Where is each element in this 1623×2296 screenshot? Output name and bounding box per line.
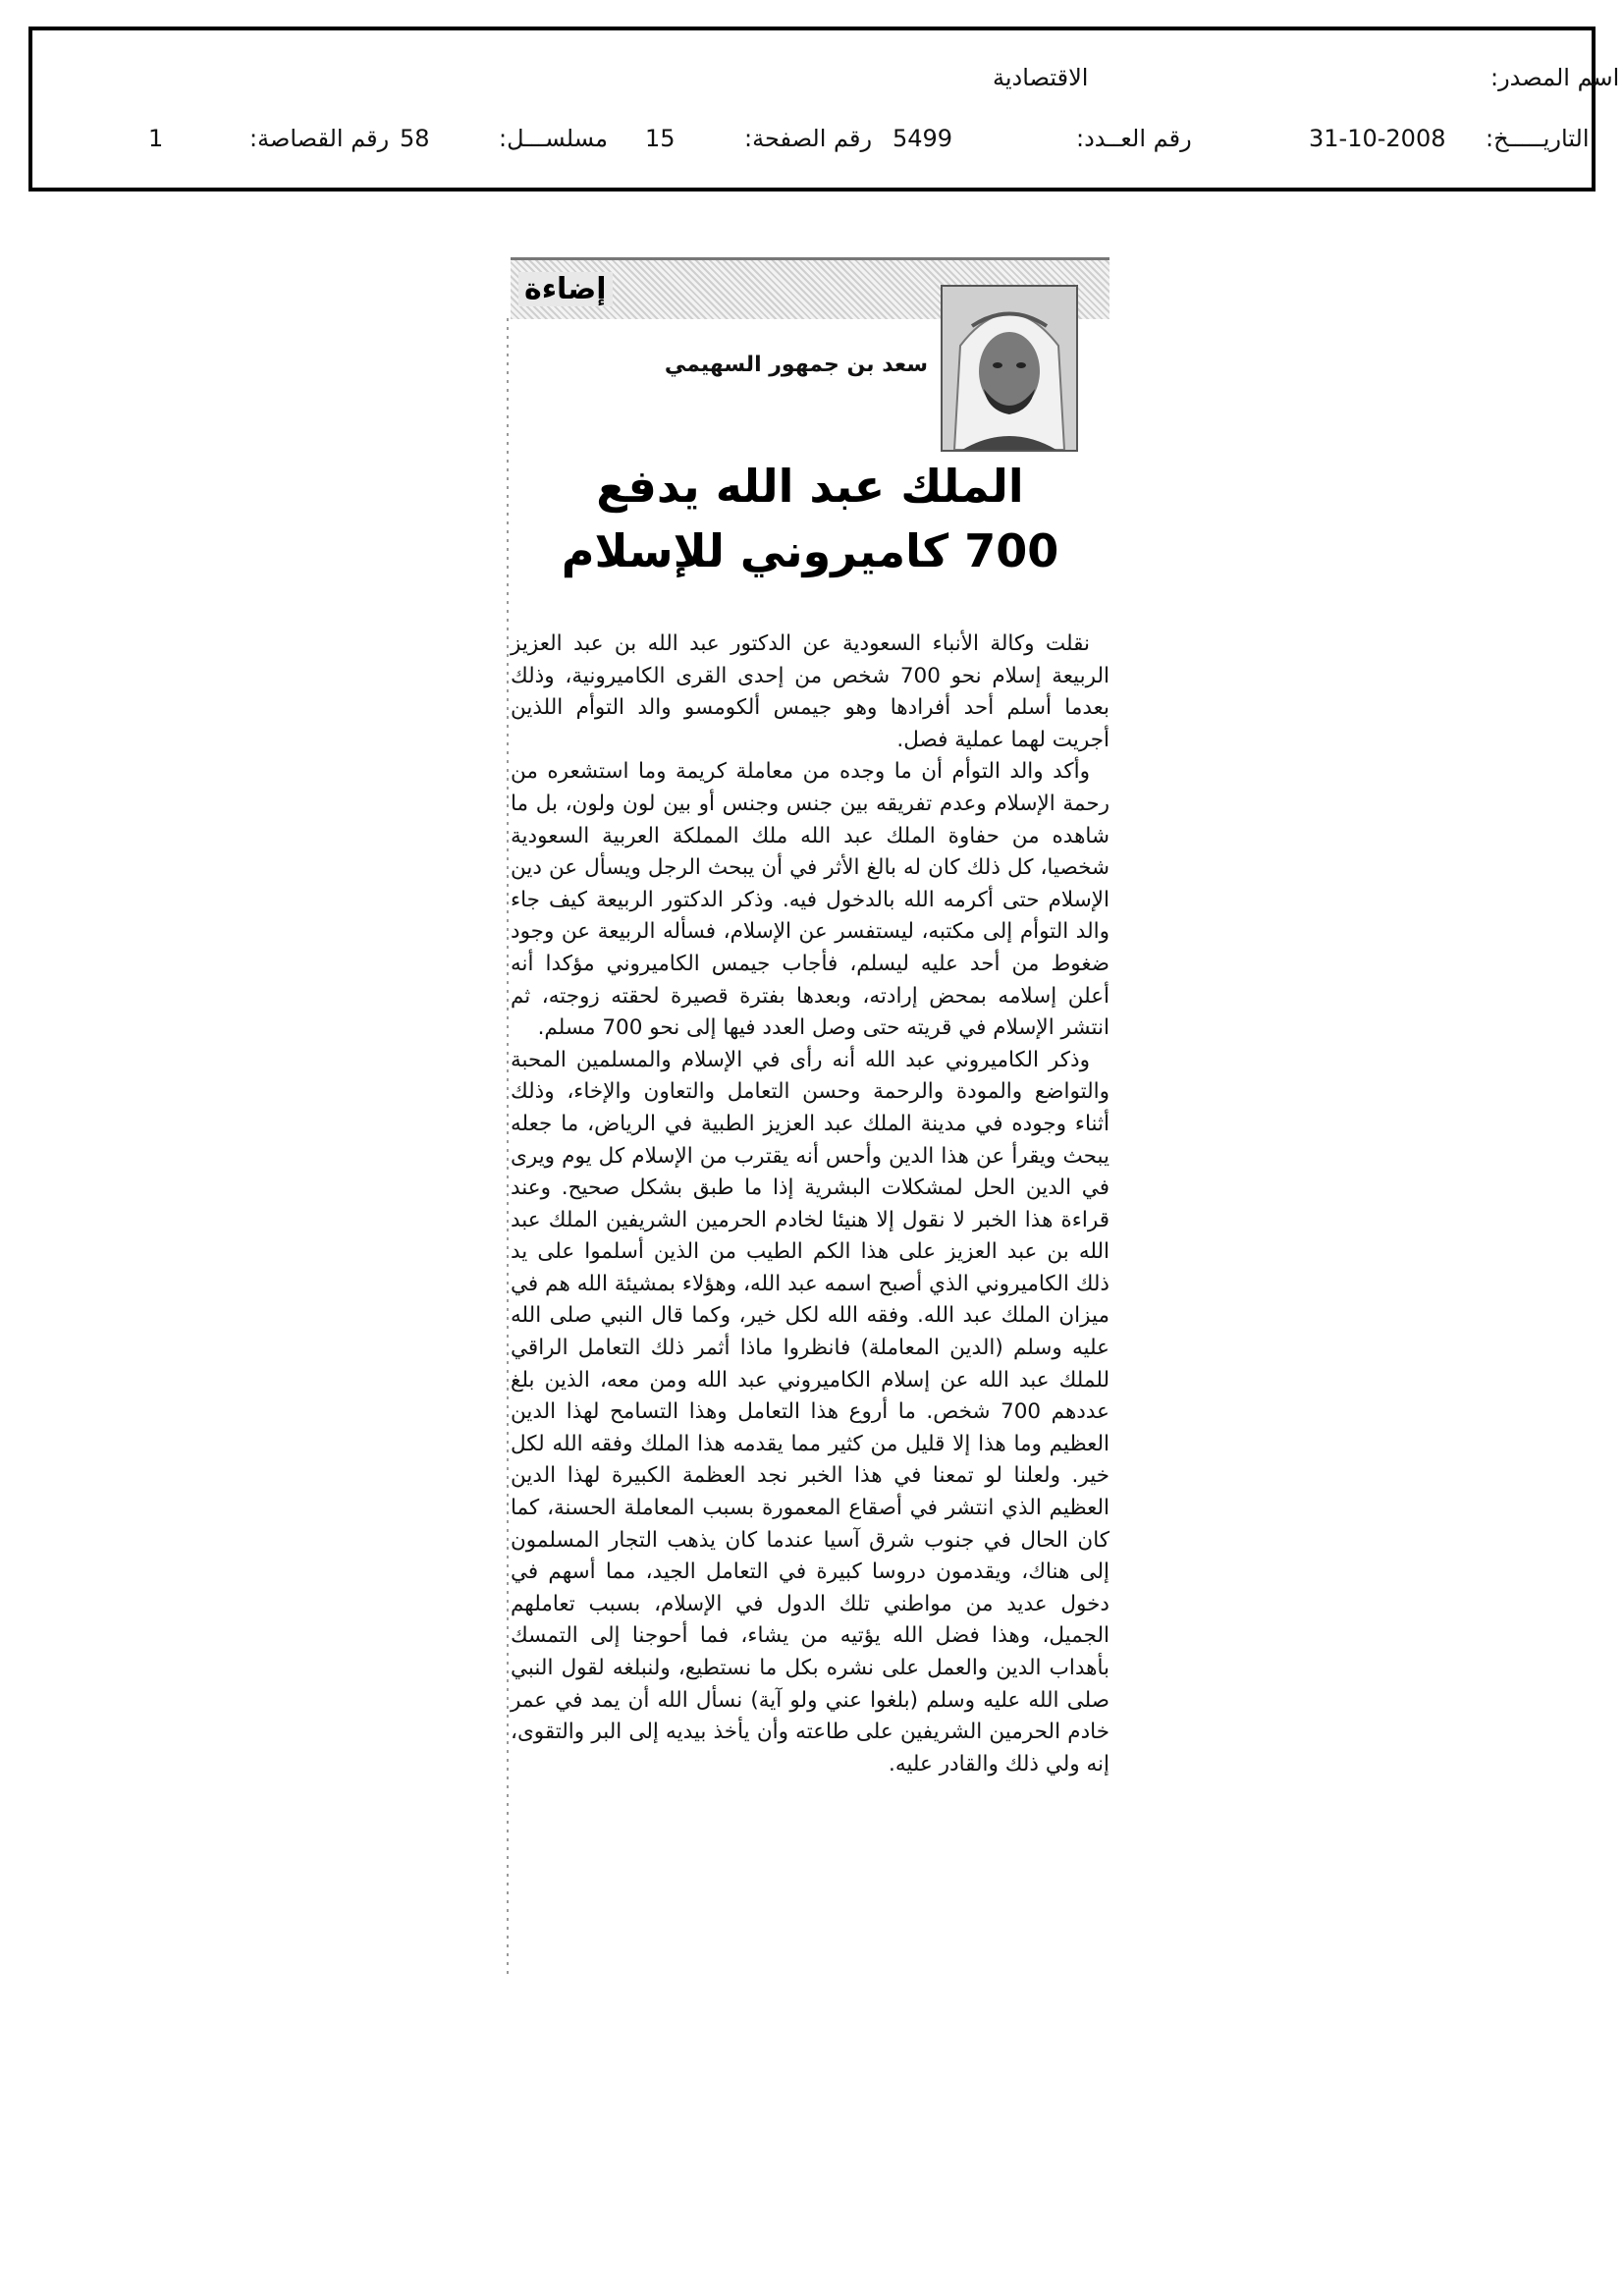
source-value: الاقتصادية [993,64,1089,91]
article-paragraph: وذكر الكاميروني عبد الله أنه رأى في الإسلام والمسلمين المحبة والتواضع والمودة والرحمة وحسن التعامل والتعاون والإخاء، وذلك أثناء وجوده في مدينة الملك عبد العزيز الطبية في الرياض، ما جعله يبحث ويقرأ عن هذا الدين وأحس أنه يقترب من الإسلام كل يوم ويرى في الدين الحل لمشكلات البشرية إذا ما طبق بشكل صحيح. وعند قراءة هذا الخبر لا نقول إلا هنيئا لخادم الحرمين الشريفين الملك عبد الله بن عبد العزيز على هذا الكم الطيب من الذين أسلموا على يد ذلك الكاميروني الذي أصبح اسمه عبد الله، وهؤلاء بمشيئة الله هم في ميزان الملك عبد الله. وفقه الله لكل خير، وكما قال النبي صلى الله عليه وسلم (الدين المعاملة) فانظروا ماذا أثمر ذلك التعامل الراقي للملك عبد الله عن إسلام الكاميروني عبد الله ومن معه، الذين بلغ عددهم 700 شخص. ما أروع هذا التعامل وهذا التسامح لهذا الدين العظيم وما هذا إلا قليل من كثير مما يقدمه هذا الملك وفقه الله لكل خير. ولعلنا لو تمعنا في هذا الخبر نجد العظمة الكبيرة لهذا الدين العظيم الذي انتشر في أصقاع المعمورة بسبب المعاملة الحسنة، كما كان الحال في جنوب شرق آسيا عندما كان يذهب التجار المسلمون إلى هناك، ويقدمون دروسا كبيرة في التعامل الجيد، مما أسهم في دخول عديد من مواطني تلك الدول في الإسلام، بسبب تعاملهم الجميل، وهذا فضل الله يؤتيه من يشاء، فما أحوجنا إلى التمسك بأهداب الدين والعمل على نشره بكل ما نستطيع، ولنبلغه لقول النبي صلى الله عليه وسلم (بلغوا عني ولو آية) نسأل الله أن يمد في عمر خادم الحرمين الشريفين على طاعته وأن يأخذ بيديه إلى البر والتقوى، إنه ولي ذلك والقادر عليه. [511,1047,1109,1777]
date-label: التاريـــــخ: [1486,125,1590,152]
article-paragraph: وأكد والد التوأم أن ما وجده من معاملة كريمة وما استشعره من رحمة الإسلام وعدم تفريقه بين جنس وجنس أو بين لون ولون، بل ما شاهده من حفاوة الملك عبد الله ملك المملكة العربية السعودية شخصيا، كل ذلك كان له بالغ الأثر في أن يبحث الرجل ويسأل عن دين الإسلام حتى أكرمه الله بالدخول فيه. وذكر الدكتور الربيعة كيف جاء والد التوأم إلى مكتبه، ليستفسر عن الإسلام، فسأله الربيعة عن وجود ضغوط من أحد عليه ليسلم، فأجاب جيمس الكاميروني مؤكدا أنه أعلن إسلامه بمحض إرادته، وبعدها بفترة قصيرة لحقته زوجته، ثم انتشر الإسلام في قريته حتى وصل العدد فيها إلى نحو 700 مسلم. [511,759,1109,1041]
page-value: 15 [645,125,676,152]
date-value: 31-10-2008 [1309,125,1446,152]
clip-number-label: رقم القصاصة: [249,125,390,152]
clipping-metadata-box [28,27,1620,191]
author-name: سعد بن جمهور السهيمي [664,353,928,377]
article-headline [511,454,1109,583]
article-paragraph: نقلت وكالة الأنباء السعودية عن الدكتور عبد الله بن عبد العزيز الربيعة إسلام نحو 700 شخص من إحدى القرى الكاميرونية، وذلك بعدما أسلم أحد أفرادها وهو جيمس ألكومسو والد التوأم اللذين أجريت لهما عملية فصل. [511,631,1109,752]
headline-line-1: الملك عبد الله يدفع [596,460,1024,513]
headline-line-2: 700 كاميروني للإسلام [561,524,1059,577]
author-portrait-image [943,287,1076,450]
article-body [511,629,1109,1780]
column-rule [507,318,509,1978]
clip-number-value: 1 [148,125,164,152]
page-label: رقم الصفحة: [744,125,873,152]
issue-value: 5499 [893,125,953,152]
author-photo [941,285,1078,452]
issue-label: رقم العــدد: [1076,125,1192,152]
source-label: اسم المصدر: [1490,64,1620,91]
section-title: إضاءة [518,272,613,306]
newspaper-clipping [511,257,1109,1981]
serial-value: 58 [400,125,430,152]
serial-label: مسلســـل: [499,125,608,152]
